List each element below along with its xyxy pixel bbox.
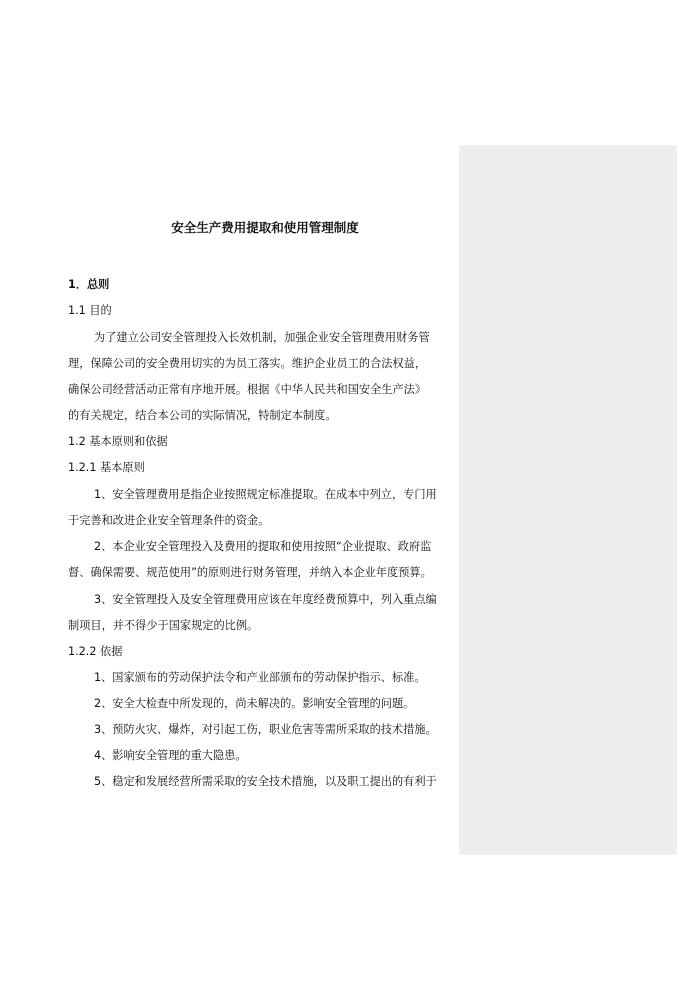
purpose-line: 理，保障公司的安全费用切实的为员工落实。维护企业员工的合法权益， bbox=[68, 357, 427, 370]
heading-basic-principles: 1.2.1 基本原则 bbox=[68, 461, 145, 474]
principle-line: 督、确保需要、规范使用”的原则进行财务管理，并纳入本企业年度预算。 bbox=[68, 566, 432, 579]
purpose-line: 为了建立公司安全管理投入长效机制，加强企业安全管理费用财务管 bbox=[94, 331, 430, 344]
principle-line: 于完善和改进企业安全管理条件的资金。 bbox=[68, 514, 270, 527]
heading-basis: 1.2.2 依据 bbox=[68, 645, 123, 658]
heading-general: 1．总则 bbox=[68, 278, 110, 291]
heading-purpose: 1.1 目的 bbox=[68, 304, 112, 317]
comment-margin-pane bbox=[459, 145, 677, 855]
purpose-line: 确保公司经营活动正常有序地开展。根据《中华人民共和国安全生产法》 bbox=[68, 383, 427, 396]
basis-line: 3、预防火灾、爆炸，对引起工伤，职业危害等需所采取的技术措施。 bbox=[94, 723, 437, 736]
purpose-line: 的有关规定，结合本公司的实际情况，特制定本制度。 bbox=[68, 409, 337, 422]
principle-line: 制项目，并不得少于国家规定的比例。 bbox=[68, 619, 259, 632]
basis-line: 1、国家颁布的劳动保护法令和产业部颁布的劳动保护指示、标准。 bbox=[94, 671, 426, 684]
basis-line: 5、稳定和发展经营所需采取的安全技术措施，以及职工提出的有利于 bbox=[94, 775, 437, 788]
principle-line: 1、安全管理费用是指企业按照规定标准提取。在成本中列立，专门用 bbox=[94, 488, 437, 501]
basis-line: 2、安全大检查中所发现的，尚未解决的。影响安全管理的问题。 bbox=[94, 697, 415, 710]
heading-principles-basis: 1.2 基本原则和依据 bbox=[68, 435, 168, 448]
principle-line: 3、安全管理投入及安全管理费用应该在年度经费预算中，列入重点编 bbox=[94, 593, 437, 606]
document-title: 安全生产费用提取和使用管理制度 bbox=[171, 220, 359, 235]
basis-line: 4、影响安全管理的重大隐患。 bbox=[94, 749, 247, 762]
principle-line: 2、本企业安全管理投入及费用的提取和使用按照“企业提取、政府监 bbox=[94, 540, 432, 553]
